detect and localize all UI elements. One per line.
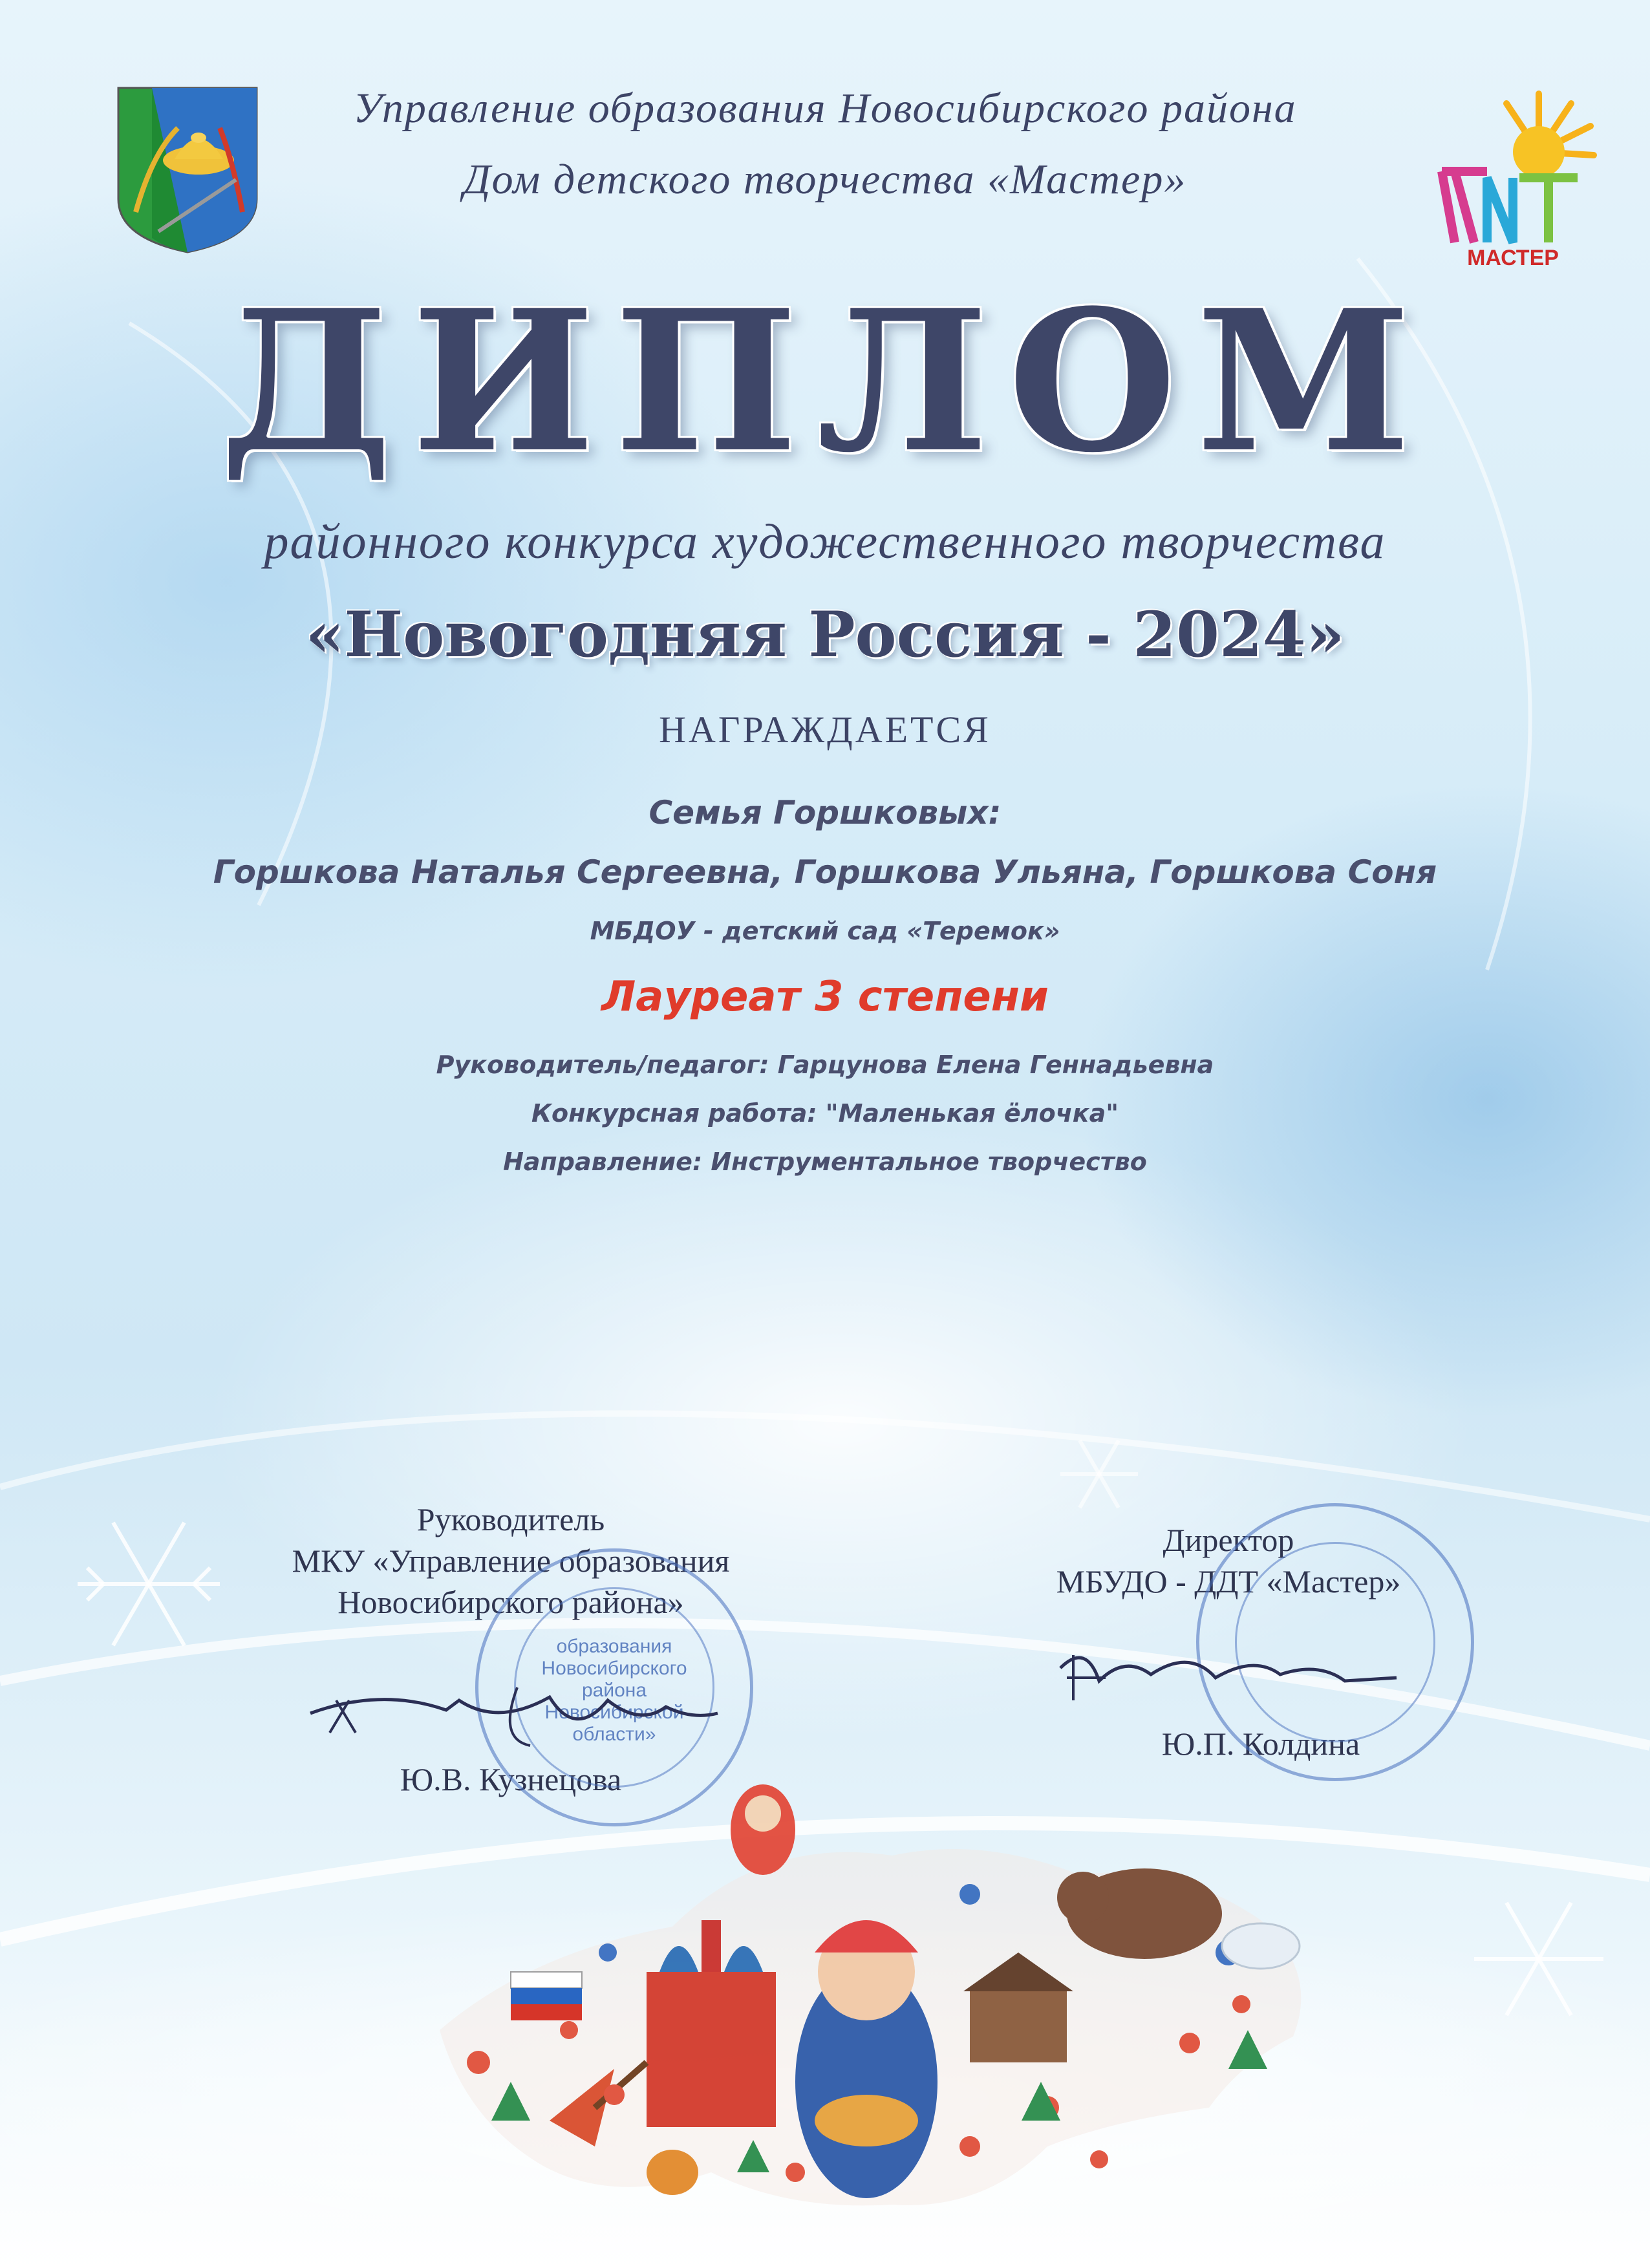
right-handwritten-signature [1047, 1629, 1409, 1720]
header-line-2: Дом детского творчества «Мастер» [463, 156, 1187, 203]
family-members: Горшкова Наталья Сергеевна, Горшкова Ульяна, Горшкова Соня [213, 853, 1437, 891]
award-place: Лауреат 3 степени [601, 973, 1049, 1021]
page-title: ДИПЛОМ [219, 267, 1431, 495]
right-signer-org: МБУДО - ДДТ «Мастер» [1056, 1563, 1401, 1599]
contest-name: «Новогодняя Россия - 2024» [305, 598, 1345, 671]
russia-map-illustration [401, 1759, 1345, 2237]
work-line: Конкурсная работа: "Маленькая ёлочка" [531, 1099, 1119, 1128]
awarded-label: НАГРАЖДАЕТСЯ [659, 709, 991, 751]
right-signer-role: Директор [1162, 1522, 1294, 1558]
left-handwritten-signature [304, 1662, 724, 1765]
contest-subtitle: районного конкурса художественного творчества [264, 515, 1386, 569]
direction-line: Направление: Инструментальное творчество [503, 1148, 1147, 1176]
left-signer-org-1: МКУ «Управление образования [292, 1543, 730, 1579]
right-signer-name: Ю.П. Колдина [1161, 1726, 1360, 1762]
stamp-text: образования Новосибирского района Новосибирской области» [541, 1636, 687, 1745]
logo-caption: МАСТЕР [1467, 246, 1559, 268]
family-name: Семья Горшковых: [648, 794, 1002, 831]
header-line-1: Управление образования Новосибирского района [353, 85, 1297, 132]
organization: МБДОУ - детский сад «Теремок» [590, 917, 1060, 945]
left-signer-name: Ю.В. Кузнецова [400, 1761, 622, 1797]
teacher-line: Руководитель/педагог: Гарцунова Елена Геннадьевна [436, 1051, 1214, 1079]
left-signer-role: Руководитель [416, 1501, 605, 1537]
left-signer-org-2: Новосибирского района» [338, 1584, 684, 1620]
